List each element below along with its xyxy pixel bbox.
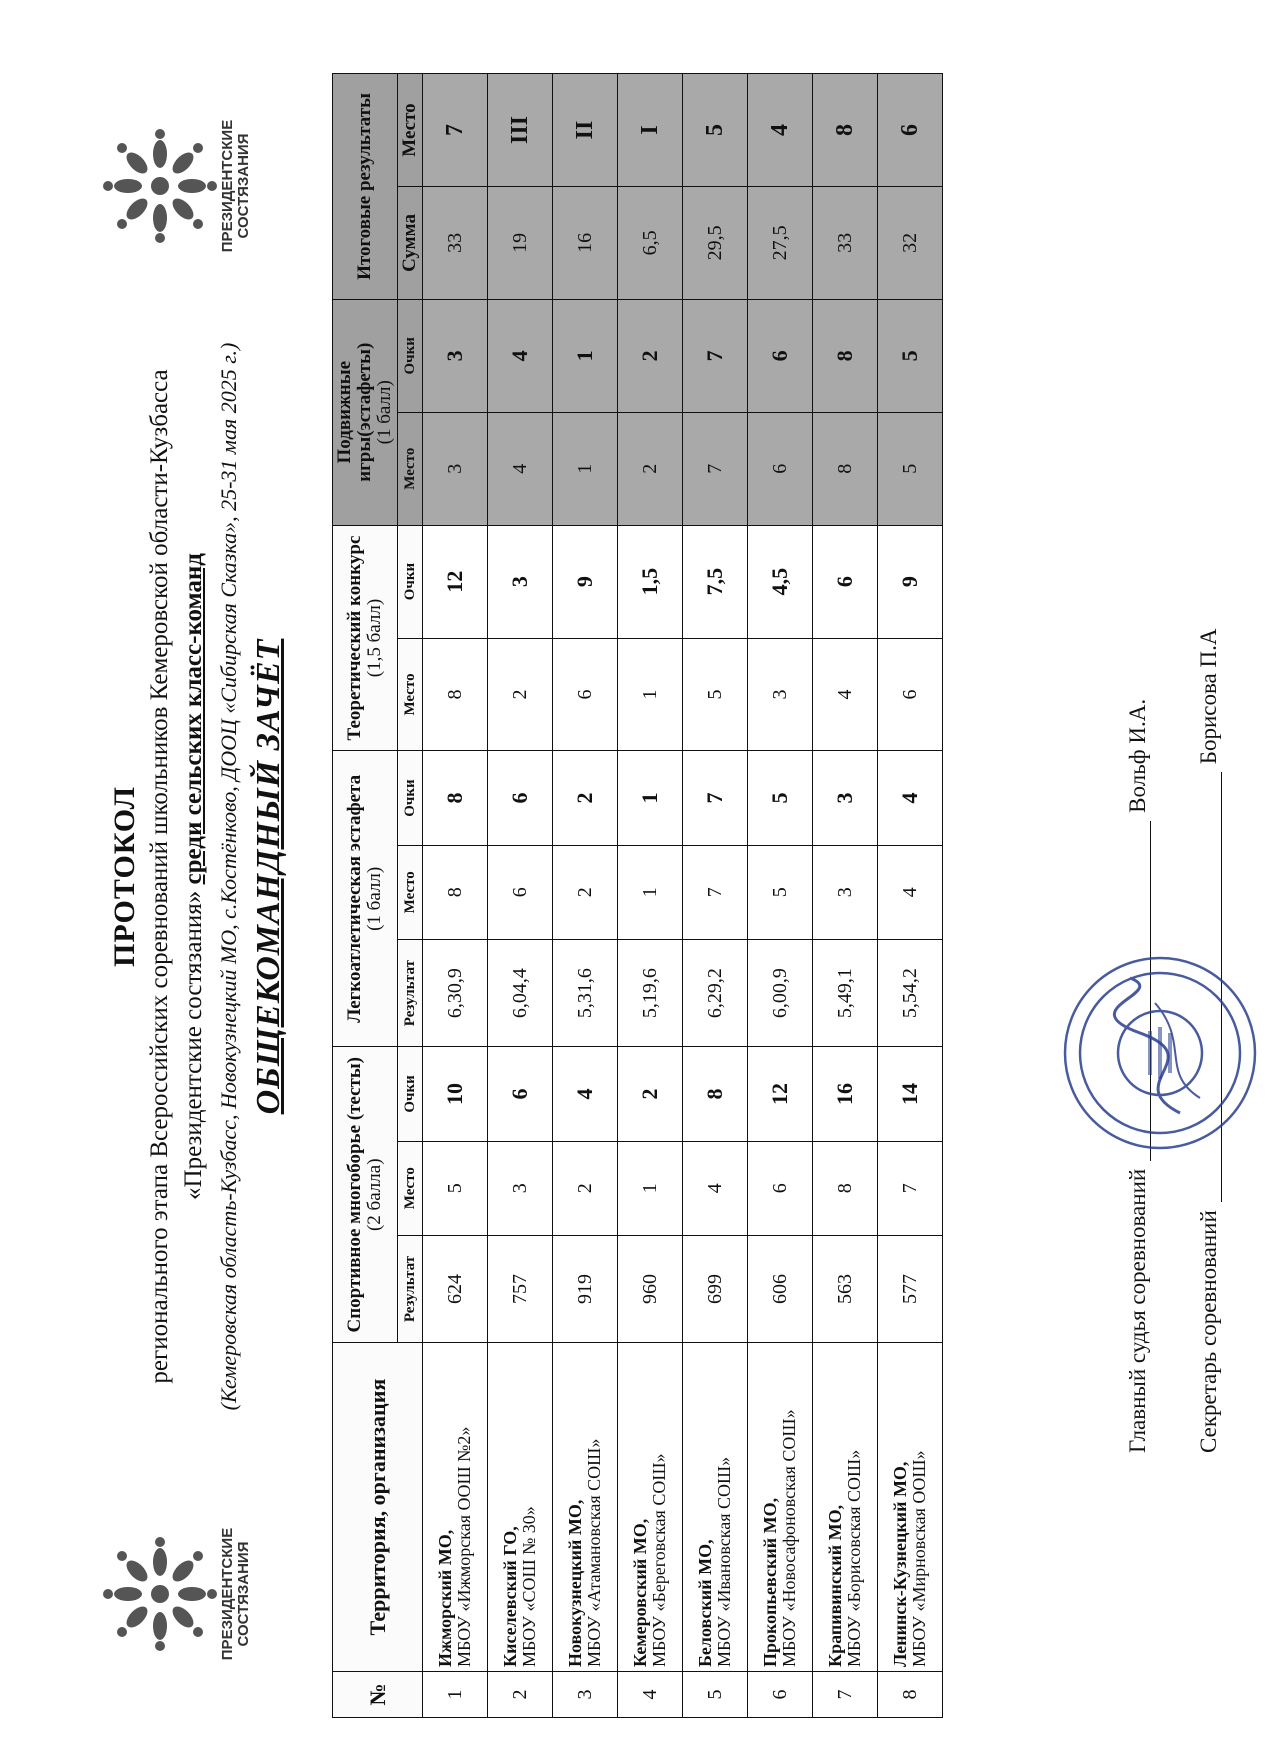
territory-name: Крапивинский МО, [825, 1504, 845, 1667]
school-name: МБОУ «Береговская СОШ» [649, 1453, 669, 1667]
column-header-place: Место [398, 638, 423, 751]
row-number: 5 [683, 1671, 748, 1717]
cell-pg-place: 3 [423, 412, 488, 525]
organization-cell [878, 1343, 943, 1672]
group-header-theory [333, 525, 398, 751]
cell-place: 8 [813, 74, 878, 187]
column-header-points: Очки [398, 1047, 423, 1141]
table-row [423, 74, 488, 1718]
cell-sm-place: 4 [683, 1141, 748, 1235]
cell-place: 4 [748, 74, 813, 187]
row-number: 2 [488, 1671, 553, 1717]
cell-sm-pts: 10 [423, 1047, 488, 1141]
cell-la-res: 6,04,4 [488, 939, 553, 1046]
row-number: 3 [553, 1671, 618, 1717]
school-name: МБОУ «Мирновская ООШ» [909, 1450, 929, 1667]
cell-sm-place: 1 [618, 1141, 683, 1235]
cell-pg-pts: 5 [878, 299, 943, 412]
group-header-sport [333, 1047, 398, 1343]
cell-la-res: 6,30,9 [423, 939, 488, 1046]
cell-th-place: 5 [683, 638, 748, 751]
table-row [813, 74, 878, 1718]
table-row [618, 74, 683, 1718]
group-title: Легкоатлетическая эстафета [344, 774, 365, 1023]
cell-la-res: 6,29,2 [683, 939, 748, 1046]
cell-sm-place: 2 [553, 1141, 618, 1235]
cell-la-pts: 1 [618, 751, 683, 845]
school-name: МБОУ «Ижморская ООШ №2» [454, 1426, 474, 1667]
cell-th-pts: 4,5 [748, 525, 813, 638]
cell-la-res: 5,19,6 [618, 939, 683, 1046]
table-row [878, 74, 943, 1718]
document-heading: ОБЩЕКОМАНДНЫЙ ЗАЧЁТ [250, 638, 287, 1115]
cell-sum: 29,5 [683, 186, 748, 299]
cell-la-res: 5,49,1 [813, 939, 878, 1046]
cell-sm-pts: 4 [553, 1047, 618, 1141]
cell-pg-pts: 3 [423, 299, 488, 412]
cell-sm-pts: 14 [878, 1047, 943, 1141]
cell-pg-pts: 8 [813, 299, 878, 412]
cell-sum: 33 [813, 186, 878, 299]
judge-name: Вольф И.А. [1125, 698, 1150, 813]
logo-text-line1: ПРЕЗИДЕНТСКИЕ [219, 119, 236, 253]
cell-th-pts: 6 [813, 525, 878, 638]
cell-th-pts: 12 [423, 525, 488, 638]
organization-cell [423, 1343, 488, 1672]
cell-th-place: 1 [618, 638, 683, 751]
results-table [332, 73, 943, 1718]
school-name: МБОУ «СОШ № 30» [519, 1506, 539, 1667]
cell-sm-place: 6 [748, 1141, 813, 1235]
cell-sm-place: 8 [813, 1141, 878, 1235]
cell-la-place: 2 [553, 845, 618, 939]
territory-name: Кемеровский МО, [630, 1518, 650, 1667]
column-header-place: Место [398, 74, 423, 187]
cell-la-res: 5,31,6 [553, 939, 618, 1046]
cell-sm-place: 5 [423, 1141, 488, 1235]
cell-place: III [488, 74, 553, 187]
cell-sm-pts: 8 [683, 1047, 748, 1141]
document-title: ПРОТОКОЛ [108, 786, 141, 967]
logo-text-line1: ПРЕЗИДЕНТСКИЕ [219, 1527, 236, 1661]
organization-cell [813, 1343, 878, 1672]
cell-pg-place: 1 [553, 412, 618, 525]
row-number: 7 [813, 1671, 878, 1717]
cell-la-pts: 2 [553, 751, 618, 845]
column-header-result: Результат [398, 939, 423, 1046]
territory-name: Новокузнецкий МО, [565, 1499, 585, 1667]
group-weight: (1,5 балл) [364, 598, 385, 678]
cell-th-place: 6 [878, 638, 943, 751]
cell-pg-place: 4 [488, 412, 553, 525]
cell-sm-pts: 12 [748, 1047, 813, 1141]
organization-cell [488, 1343, 553, 1672]
cell-th-pts: 7,5 [683, 525, 748, 638]
cell-pg-pts: 4 [488, 299, 553, 412]
cell-pg-pts: 1 [553, 299, 618, 412]
group-title: Подвижные игры(эстафеты) [334, 342, 375, 482]
cell-sm-pts: 16 [813, 1047, 878, 1141]
cell-la-pts: 5 [748, 751, 813, 845]
official-round-stamp-icon [1060, 953, 1260, 1153]
territory-name: Прокопьевский МО, [760, 1497, 780, 1667]
cell-th-place: 6 [553, 638, 618, 751]
cell-la-place: 4 [878, 845, 943, 939]
cell-sm-res: 577 [878, 1235, 943, 1342]
logo-text-line2: СОСТЯЗАНИЯ [235, 1541, 252, 1647]
row-number: 8 [878, 1671, 943, 1717]
cell-sm-res: 624 [423, 1235, 488, 1342]
column-header-points: Очки [398, 299, 423, 412]
cell-sm-res: 699 [683, 1235, 748, 1342]
cell-sum: 33 [423, 186, 488, 299]
territory-name: Беловский МО, [695, 1539, 715, 1667]
cell-place: 5 [683, 74, 748, 187]
row-number: 1 [423, 1671, 488, 1717]
cell-la-pts: 7 [683, 751, 748, 845]
cell-la-place: 5 [748, 845, 813, 939]
cell-la-pts: 6 [488, 751, 553, 845]
cell-place: II [553, 74, 618, 187]
cell-sum: 27,5 [748, 186, 813, 299]
cell-sm-place: 3 [488, 1141, 553, 1235]
cell-la-pts: 8 [423, 751, 488, 845]
group-header-games [333, 299, 398, 525]
cell-pg-place: 6 [748, 412, 813, 525]
cell-th-pts: 9 [878, 525, 943, 638]
group-weight: (1 балл) [364, 866, 385, 931]
group-header-relay [333, 751, 398, 1047]
document-location-line: (Кемеровская область-Кузбасс, Новокузнецкий МО, с.Костёнково, ДООЦ «Сибирская Сказка», 25-31 мая 2025 г.) [216, 342, 241, 1411]
cell-th-place: 8 [423, 638, 488, 751]
table-header-row [333, 74, 398, 1718]
column-header-points: Очки [398, 751, 423, 845]
judge-label: Главный судья соревнований [1125, 1168, 1150, 1453]
organization-cell [748, 1343, 813, 1672]
table-row [683, 74, 748, 1718]
cell-pg-place: 2 [618, 412, 683, 525]
row-number: 6 [748, 1671, 813, 1717]
cell-pg-place: 7 [683, 412, 748, 525]
cell-pg-place: 5 [878, 412, 943, 525]
cell-la-place: 7 [683, 845, 748, 939]
organization-cell [683, 1343, 748, 1672]
school-name: МБОУ «Атамановская СОШ» [584, 1438, 604, 1667]
organization-cell [618, 1343, 683, 1672]
column-header-place: Место [398, 412, 423, 525]
cell-th-pts: 3 [488, 525, 553, 638]
territory-name: Ижморский МО, [435, 1529, 455, 1667]
cell-la-place: 8 [423, 845, 488, 939]
column-header-num: № [333, 1671, 423, 1717]
cell-sm-res: 757 [488, 1235, 553, 1342]
cell-th-pts: 9 [553, 525, 618, 638]
column-header-place: Место [398, 845, 423, 939]
table-row [553, 74, 618, 1718]
cell-sm-res: 919 [553, 1235, 618, 1342]
organization-cell [553, 1343, 618, 1672]
table-row [748, 74, 813, 1718]
cell-pg-place: 8 [813, 412, 878, 525]
cell-sm-res: 563 [813, 1235, 878, 1342]
cell-la-place: 1 [618, 845, 683, 939]
cell-place: 7 [423, 74, 488, 187]
row-number: 4 [618, 1671, 683, 1717]
document-subtitle-line2 [180, 0, 208, 1753]
cell-la-pts: 4 [878, 751, 943, 845]
column-header-place: Место [398, 1141, 423, 1235]
school-name: МБОУ «Ивановская СОШ» [714, 1456, 734, 1667]
subtitle-prefix: «Президентские состязания» [180, 890, 207, 1200]
cell-pg-pts: 7 [683, 299, 748, 412]
school-name: МБОУ «Борисовская СОШ» [844, 1449, 864, 1667]
cell-place: 6 [878, 74, 943, 187]
cell-la-place: 3 [813, 845, 878, 939]
document-subtitle-line1: регионального этапа Всероссийских соревнований школьников Кемеровской области-Кузбасса [146, 369, 173, 1384]
cell-pg-pts: 6 [748, 299, 813, 412]
logo-text-line2: СОСТЯЗАНИЯ [235, 133, 252, 239]
column-header-points: Очки [398, 525, 423, 638]
cell-la-place: 6 [488, 845, 553, 939]
group-weight: (1 балл) [374, 380, 395, 445]
cell-sm-place: 7 [878, 1141, 943, 1235]
territory-name: Киселевский ГО, [500, 1526, 520, 1667]
group-title: Спортивное многоборье (тесты) [344, 1057, 365, 1333]
cell-th-place: 3 [748, 638, 813, 751]
cell-la-res: 6,00,9 [748, 939, 813, 1046]
cell-la-pts: 3 [813, 751, 878, 845]
cell-sm-res: 960 [618, 1235, 683, 1342]
cell-sum: 32 [878, 186, 943, 299]
cell-sm-pts: 2 [618, 1047, 683, 1141]
territory-name: Ленинск-Кузнецкий МО, [890, 1461, 910, 1667]
group-header-total: Итоговые результаты [333, 74, 398, 300]
cell-sum: 16 [553, 186, 618, 299]
cell-sm-pts: 6 [488, 1047, 553, 1141]
cell-sm-res: 606 [748, 1235, 813, 1342]
cell-th-pts: 1,5 [618, 525, 683, 638]
school-name: МБОУ «Новосафоновская СОШ» [779, 1409, 799, 1667]
column-header-sum: Сумма [398, 186, 423, 299]
column-header-org: Территория, организация [333, 1343, 423, 1672]
secretary-name: Борисова П.А [1196, 628, 1221, 765]
cell-pg-pts: 2 [618, 299, 683, 412]
cell-sum: 6,5 [618, 186, 683, 299]
cell-la-res: 5,54,2 [878, 939, 943, 1046]
column-header-result: Результат [398, 1235, 423, 1342]
cell-place: I [618, 74, 683, 187]
secretary-label: Секретарь соревнований [1196, 1210, 1221, 1453]
cell-sum: 19 [488, 186, 553, 299]
group-title: Теоретический конкурс [344, 535, 365, 741]
cell-th-place: 2 [488, 638, 553, 751]
subtitle-underlined: среди сельских класс-команд [180, 553, 207, 885]
group-weight: (2 балла) [364, 1158, 385, 1232]
table-row [488, 74, 553, 1718]
cell-th-place: 4 [813, 638, 878, 751]
